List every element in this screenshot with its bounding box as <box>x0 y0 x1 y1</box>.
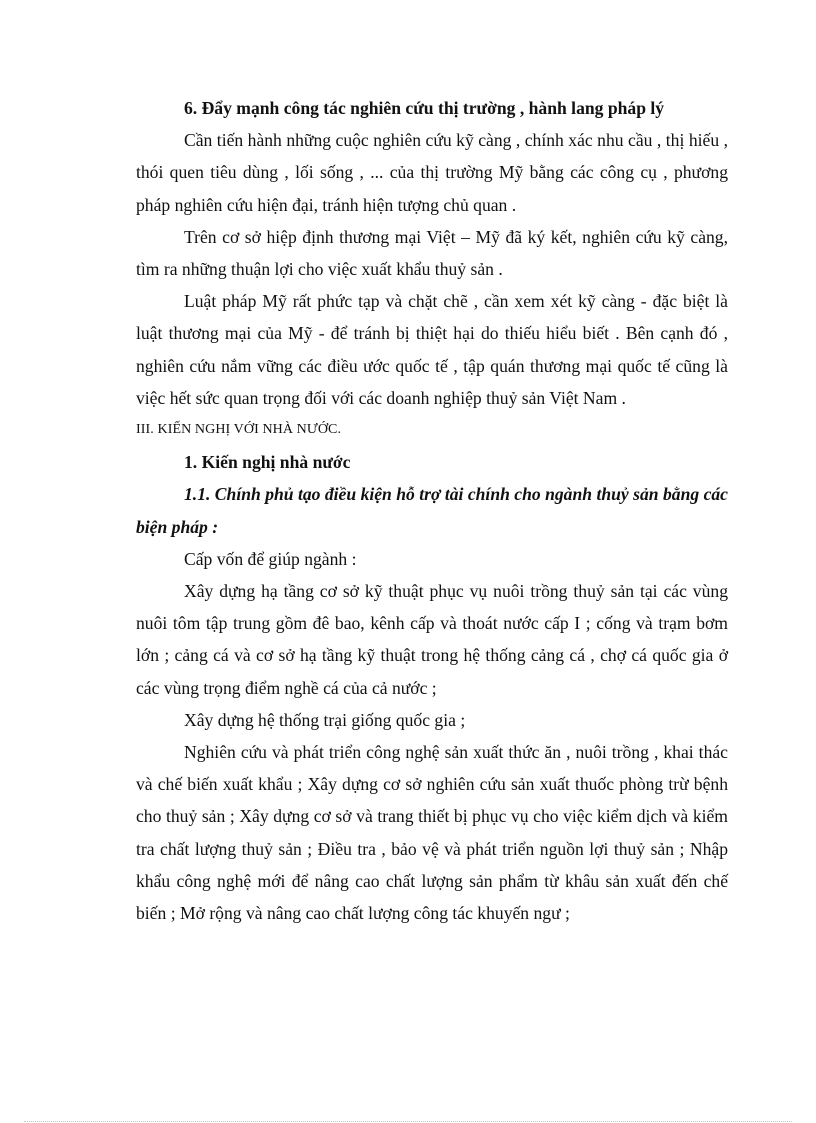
paragraph-1: Cần tiến hành những cuộc nghiên cứu kỹ càng , chính xác nhu cầu , thị hiếu , thói quen tiêu dùng , lối sống , ... của thị trường Mỹ bằng các công cụ , phương pháp nghiên cứu hiện đại, tránh hiện tượng chủ quan . <box>136 130 728 215</box>
document-page <box>136 92 728 929</box>
paragraph-6: Xây dựng hệ thống trại giống quốc gia ; <box>184 709 466 730</box>
paragraph-7: Nghiên cứu và phát triển công nghệ sản xuất thức ăn , nuôi trồng , khai thác và chế biến xuất khẩu ; Xây dựng cơ sở nghiên cứu sản xuất thuốc phòng trừ bệnh cho thuỷ sản ; Xây dựng cơ sở và trang thiết bị phục vụ cho việc kiểm dịch và kiểm tra chất lượng thuỷ sản ; Điều tra , bảo vệ và phát triển nguồn lợi thuỷ sản ; Nhập khẩu công nghệ mới để nâng cao chất lượng sản phẩm từ khâu sản xuất đến chế biến ; Mở rộng và nâng cao chất lượng công tác khuyến ngư ; <box>136 742 728 924</box>
paragraph-3: Luật pháp Mỹ rất phức tạp và chặt chẽ , cần xem xét kỹ càng - đặc biệt là luật thương mại của Mỹ - để tránh bị thiệt hại do thiếu hiểu biết . Bên cạnh đó , nghiên cứu nắm vững các điều ước quốc tế , tập quán thương mại quốc tế cũng là việc hết sức quan trọng đối với các doanh nghiệp thuỷ sản Việt Nam . <box>136 291 728 408</box>
section-heading-3: III. KIẾN NGHỊ VỚI NHÀ NƯỚC. <box>136 422 342 438</box>
paragraph-2: Trên cơ sở hiệp định thương mại Việt – Mỹ đã ký kết, nghiên cứu kỹ càng, tìm ra những thuận lợi cho việc xuất khẩu thuỷ sản . <box>136 226 728 280</box>
heading-6: 6. Đẩy mạnh công tác nghiên cứu thị trường , hành lang pháp lý <box>184 98 665 118</box>
paragraph-4: Cấp vốn để giúp ngành : <box>184 548 357 569</box>
paragraph-5: Xây dựng hạ tầng cơ sở kỹ thuật phục vụ nuôi trồng thuỷ sản tại các vùng nuôi tôm tập trung gồm đê bao, kênh cấp và thoát nước cấp I ; cống và trạm bơm lớn ; cảng cá và cơ sở hạ tầng kỹ thuật trong hệ thống cảng cá , chợ cá quốc gia ở các vùng trọng điểm nghề cá của cả nước ; <box>136 581 728 698</box>
heading-1-1: 1.1. Chính phủ tạo điều kiện hỗ trợ tài chính cho ngành thuỷ sản bằng các biện pháp : <box>136 484 728 537</box>
page-bottom-divider <box>24 1121 792 1122</box>
heading-1: 1. Kiến nghị nhà nước <box>184 452 351 473</box>
